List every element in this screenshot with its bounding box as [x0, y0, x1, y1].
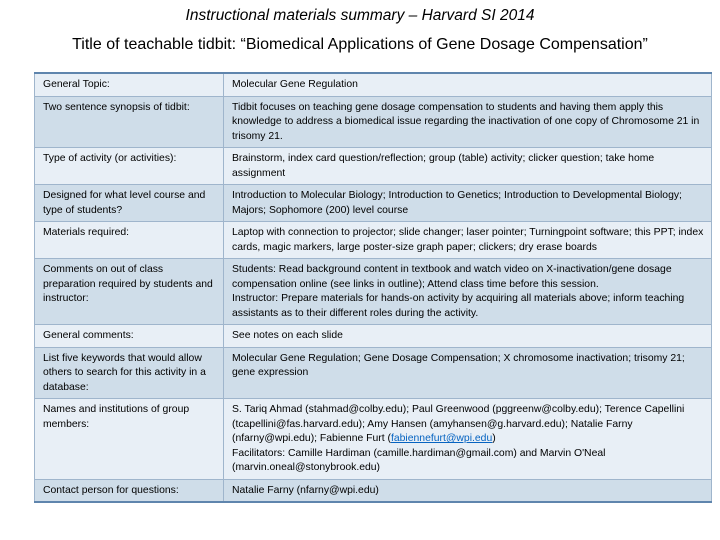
- table-row: [35, 347, 712, 399]
- row-label-activity-type: Type of activity (or activities):: [35, 148, 224, 185]
- group-members-text: [232, 403, 705, 447]
- facilitators-text: Facilitators: Camille Hardiman (camille.hardiman@gmail.com) and Marvin O'Neal (marvin.oneal@stonybrook.edu): [232, 447, 606, 473]
- row-label-materials: Materials required:: [35, 222, 224, 259]
- preparation-instructor-text: Instructor: Prepare materials for hands-on activity by acquiring all materials above; inform teaching assistants as to their different roles during the activity.: [232, 293, 685, 319]
- row-value-keywords: Molecular Gene Regulation; Gene Dosage Compensation; X chromosome inactivation; trisomy 21; gene expression: [224, 347, 712, 399]
- row-label-general-topic: General Topic:: [35, 73, 224, 96]
- row-label-synopsis: Two sentence synopsis of tidbit:: [35, 96, 224, 148]
- row-label-keywords: List five keywords that would allow others to search for this activity in a database:: [35, 347, 224, 399]
- row-label-course-level: Designed for what level course and type of students?: [35, 185, 224, 222]
- row-label-group-members: Names and institutions of group members:: [35, 399, 224, 480]
- table-row: [35, 148, 712, 185]
- row-value-contact: Natalie Farny (nfarny@wpi.edu): [224, 479, 712, 502]
- row-label-contact: Contact person for questions:: [35, 479, 224, 502]
- group-members-suffix: ): [492, 433, 496, 444]
- row-label-preparation: Comments on out of class preparation required by students and instructor:: [35, 259, 224, 325]
- table-row: [35, 259, 712, 325]
- table-row: [35, 399, 712, 480]
- table-row: [35, 185, 712, 222]
- preparation-students-text: Students: Read background content in textbook and watch video on X-inactivation/gene dosage compensation online (see links in outline); Attend class time before this session.: [232, 264, 672, 290]
- row-label-general-comments: General comments:: [35, 325, 224, 348]
- row-value-general-topic: Molecular Gene Regulation: [224, 73, 712, 96]
- group-members-prefix: S. Tariq Ahmad (stahmad@colby.edu); Paul Greenwood (pggreenw@colby.edu); Terence Capellini (tcapellini@fas.harvard.edu); Amy Hansen (amyhansen@g.harvard.edu); Natalie Farny (nfarny@wpi.edu); Fabienne Furt (: [232, 404, 685, 444]
- table-row: [35, 73, 712, 96]
- table-row: [35, 222, 712, 259]
- table-row: [35, 479, 712, 502]
- row-value-group-members: [224, 399, 712, 480]
- row-value-course-level: Introduction to Molecular Biology; Introduction to Genetics; Introduction to Developmental Biology; Majors; Sophomore (200) level course: [224, 185, 712, 222]
- fabienne-email-link[interactable]: fabiennefurt@wpi.edu: [390, 433, 493, 444]
- row-value-activity-type: Brainstorm, index card question/reflection; group (table) activity; clicker question; take home assignment: [224, 148, 712, 185]
- page-title: Instructional materials summary – Harvard SI 2014: [185, 7, 535, 24]
- row-value-preparation: [224, 259, 712, 325]
- page-subtitle: Title of teachable tidbit: “Biomedical Applications of Gene Dosage Compensation”: [72, 36, 648, 53]
- row-value-materials: Laptop with connection to projector; slide changer; laser pointer; Turningpoint software; this PPT; index cards, magic markers, large poster-size graph paper; clickers; dry erase boards: [224, 222, 712, 259]
- summary-table: [34, 72, 712, 503]
- row-value-synopsis: Tidbit focuses on teaching gene dosage compensation to students and having them apply this knowledge to address a biomedical issue regarding the inactivation of one copy of Chromosome 21 in trisomy 21.: [224, 96, 712, 148]
- row-value-general-comments: See notes on each slide: [224, 325, 712, 348]
- table-row: [35, 96, 712, 148]
- table-row: [35, 325, 712, 348]
